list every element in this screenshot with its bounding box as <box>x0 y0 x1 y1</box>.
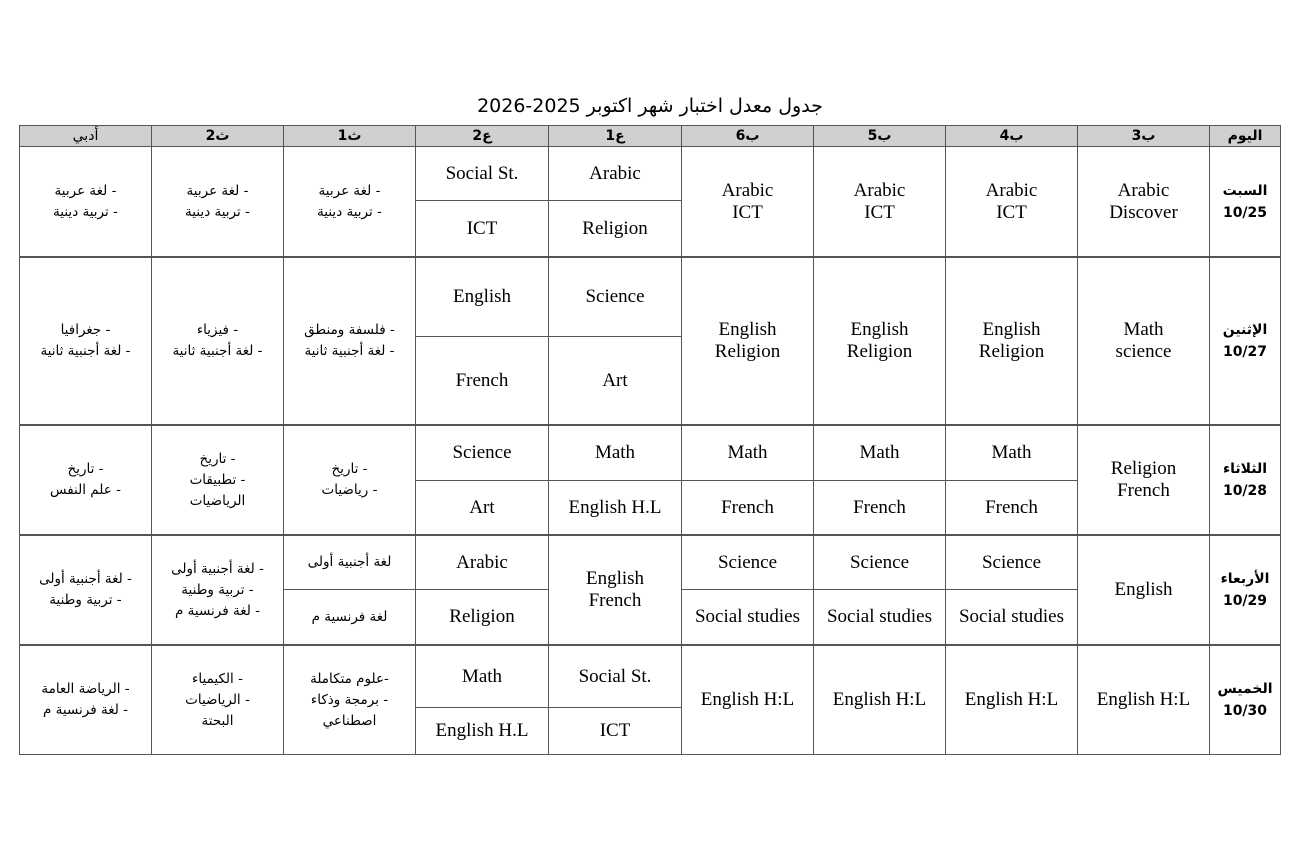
cell-sat-4b: Arabic ICT <box>946 147 1078 257</box>
cell-wed-1th-bottom: لغة فرنسية م <box>284 590 416 645</box>
cell-wed-6b-top: Science <box>682 535 814 590</box>
cell-mon-2a-top: English <box>416 257 549 337</box>
cell-thu-6b: English H:L <box>682 645 814 755</box>
cell-thu-2a-bottom: English H.L <box>416 708 549 755</box>
header-4b: 4ب <box>946 126 1078 147</box>
cell-sat-5b: Arabic ICT <box>814 147 946 257</box>
cell-mon-5b: English Religion <box>814 257 946 425</box>
header-day: اليوم <box>1210 126 1281 147</box>
cell-thu-5b: English H:L <box>814 645 946 755</box>
cell-day-thu: الخميس 10/30 <box>1210 645 1281 755</box>
cell-tue-1a-bottom: English H.L <box>549 481 682 535</box>
table-row <box>20 425 1281 481</box>
cell-wed-1a: English French <box>549 535 682 645</box>
cell-mon-2a-bottom: French <box>416 337 549 425</box>
cell-sat-1th: - لغة عربية - تربية دينية <box>284 147 416 257</box>
cell-wed-2th: - لغة أجنبية أولى - تربية وطنية - لغة فرنسية م <box>152 535 284 645</box>
header-row <box>20 126 1281 147</box>
table-row <box>20 535 1281 590</box>
cell-wed-2a-bottom: Religion <box>416 590 549 645</box>
cell-wed-adabi: - لغة أجنبية أولى - تربية وطنية <box>20 535 152 645</box>
cell-tue-2th: - تاريخ - تطبيقات الرياضيات <box>152 425 284 535</box>
cell-day-sat: السبت 10/25 <box>1210 147 1281 257</box>
cell-mon-1a-bottom: Art <box>549 337 682 425</box>
header-1th: 1ث <box>284 126 416 147</box>
header-2th: 2ث <box>152 126 284 147</box>
cell-tue-2a-top: Science <box>416 425 549 481</box>
table-row <box>20 147 1281 201</box>
cell-wed-4b-top: Science <box>946 535 1078 590</box>
cell-thu-adabi: - الرياضة العامة - لغة فرنسية م <box>20 645 152 755</box>
cell-thu-1th: -علوم متكاملة - برمجة وذكاء اصطناعي <box>284 645 416 755</box>
cell-wed-6b-bottom: Social studies <box>682 590 814 645</box>
cell-mon-3b: Math science <box>1078 257 1210 425</box>
cell-mon-adabi: - جغرافيا - لغة أجنبية ثانية <box>20 257 152 425</box>
cell-thu-2th: - الكيمياء - الرياضيات البحتة <box>152 645 284 755</box>
cell-mon-1a-top: Science <box>549 257 682 337</box>
cell-tue-5b-bottom: French <box>814 481 946 535</box>
cell-mon-6b: English Religion <box>682 257 814 425</box>
cell-day-wed: الأربعاء 10/29 <box>1210 535 1281 645</box>
cell-wed-4b-bottom: Social studies <box>946 590 1078 645</box>
cell-sat-adabi: - لغة عربية - تربية دينية <box>20 147 152 257</box>
cell-sat-3b: Arabic Discover <box>1078 147 1210 257</box>
header-3b: 3ب <box>1078 126 1210 147</box>
cell-mon-1th: - فلسفة ومنطق - لغة أجنبية ثانية <box>284 257 416 425</box>
cell-tue-4b-bottom: French <box>946 481 1078 535</box>
cell-wed-3b: English <box>1078 535 1210 645</box>
cell-tue-1th: - تاريخ - رياضيات <box>284 425 416 535</box>
cell-tue-3b: Religion French <box>1078 425 1210 535</box>
cell-mon-2th: - فيزياء - لغة أجنبية ثانية <box>152 257 284 425</box>
cell-sat-1a-top: Arabic <box>549 147 682 201</box>
header-adabi: أدبي <box>20 126 152 147</box>
cell-thu-1a-top: Social St. <box>549 645 682 708</box>
cell-tue-6b-bottom: French <box>682 481 814 535</box>
cell-sat-1a-bottom: Religion <box>549 201 682 257</box>
cell-day-tue: الثلاثاء 10/28 <box>1210 425 1281 535</box>
cell-wed-5b-top: Science <box>814 535 946 590</box>
cell-thu-3b: English H:L <box>1078 645 1210 755</box>
cell-thu-4b: English H:L <box>946 645 1078 755</box>
table-row <box>20 257 1281 337</box>
page-title: جدول معدل اختبار شهر اكتوبر 2025-2026 <box>477 95 823 117</box>
cell-mon-4b: English Religion <box>946 257 1078 425</box>
header-1a: 1ع <box>549 126 682 147</box>
cell-tue-1a-top: Math <box>549 425 682 481</box>
header-5b: 5ب <box>814 126 946 147</box>
cell-tue-adabi: - تاريخ - علم النفس <box>20 425 152 535</box>
table-row <box>20 645 1281 708</box>
cell-tue-4b-top: Math <box>946 425 1078 481</box>
cell-sat-2a-bottom: ICT <box>416 201 549 257</box>
cell-wed-5b-bottom: Social studies <box>814 590 946 645</box>
cell-tue-6b-top: Math <box>682 425 814 481</box>
cell-sat-2a-top: Social St. <box>416 147 549 201</box>
cell-tue-5b-top: Math <box>814 425 946 481</box>
header-2a: 2ع <box>416 126 549 147</box>
cell-day-mon: الإثنين 10/27 <box>1210 257 1281 425</box>
cell-tue-2a-bottom: Art <box>416 481 549 535</box>
cell-wed-1th-top: لغة أجنبية أولى <box>284 535 416 590</box>
cell-sat-2th: - لغة عربية - تربية دينية <box>152 147 284 257</box>
cell-thu-2a-top: Math <box>416 645 549 708</box>
cell-wed-2a-top: Arabic <box>416 535 549 590</box>
cell-sat-6b: Arabic ICT <box>682 147 814 257</box>
exam-schedule-table <box>19 125 1281 755</box>
cell-thu-1a-bottom: ICT <box>549 708 682 755</box>
header-6b: 6ب <box>682 126 814 147</box>
